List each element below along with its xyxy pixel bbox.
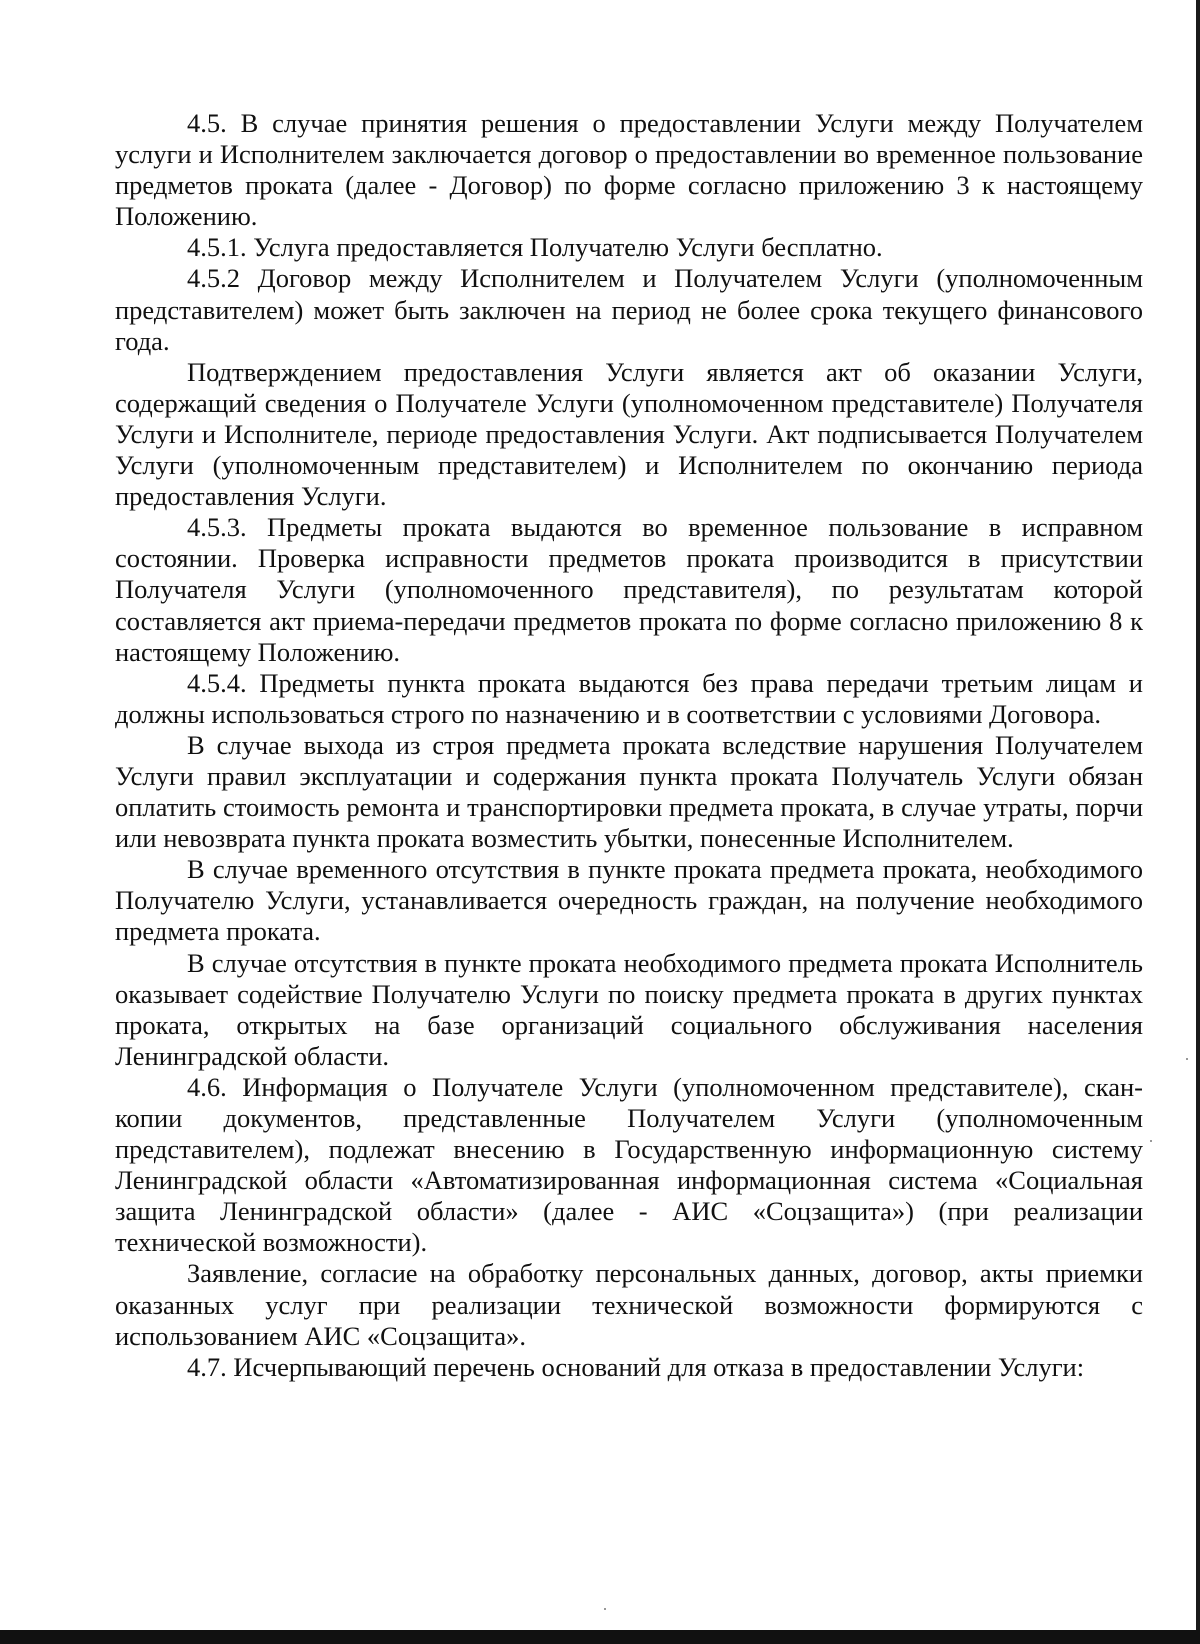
paragraph-act-confirmation: Подтверждением предоставления Услуги является акт об оказании Услуги, содержащий сведения о Получателе Услуги (уполномоченном представителе) Получателя Услуги и Исполнителе, периоде предоставления Услуги. Акт подписывается Получателем Услуги (уполномоченным представителем) и Исполнителем по окончанию периода предоставления Услуги. bbox=[115, 356, 1143, 512]
paragraph-application-forms: Заявление, согласие на обработку персональных данных, договор, акты приемки оказанных услуг при реализации технической возможности формируются с использованием АИС «Соцзащита». bbox=[115, 1258, 1143, 1351]
scan-bottom-edge bbox=[0, 1630, 1200, 1644]
scan-speck bbox=[604, 1608, 606, 1610]
scan-speck bbox=[1150, 1140, 1152, 1142]
paragraph-4-6: 4.6. Информация о Получателе Услуги (уполномоченном представителе), скан-копии документов, представленные Получателем Услуги (уполномоченным представителем), подлежат внесению в Государственную информационную систему Ленинградской области «Автоматизированная информационная система «Социальная защита Ленинградской области» (далее - АИС «Соцзащита») (при реализации технической возможности). bbox=[115, 1071, 1143, 1258]
scan-speck bbox=[1186, 1058, 1188, 1060]
paragraph-4-5-1: 4.5.1. Услуга предоставляется Получателю Услуги бесплатно. bbox=[187, 232, 883, 263]
paragraph-4-5: 4.5. В случае принятия решения о предоставлении Услуги между Получателем услуги и Исполнителем заключается договор о предоставлении во временное пользование предметов проката (далее - Договор) по форме согласно приложению 3 к настоящему Положению. bbox=[115, 108, 1143, 232]
paragraph-4-5-2: 4.5.2 Договор между Исполнителем и Получателем Услуги (уполномоченным представителем) может быть заключен на период не более срока текущего финансового года. bbox=[115, 263, 1143, 356]
paragraph-breakdown: В случае выхода из строя предмета проката вследствие нарушения Получателем Услуги правил эксплуатации и содержания пункта проката Получатель Услуги обязан оплатить стоимость ремонта и транспортировки предмета проката, в случае утраты, порчи или невозврата пункта проката возместить убытки, понесенные Исполнителем. bbox=[115, 729, 1143, 854]
paragraph-4-5-4: 4.5.4. Предметы пункта проката выдаются без права передачи третьим лицам и должны использоваться строго по назначению и в соответствии с условиями Договора. bbox=[115, 667, 1143, 729]
paragraph-absence-assistance: В случае отсутствия в пункте проката необходимого предмета проката Исполнитель оказывает содействие Получателю Услуги по поиску предмета проката в других пунктах проката, открытых на базе организаций социального обслуживания населения Ленинградской области. bbox=[115, 947, 1143, 1071]
document-page bbox=[115, 108, 1143, 1383]
paragraph-temporary-absence: В случае временного отсутствия в пункте проката предмета проката, необходимого Получателю Услуги, устанавливается очередность граждан, на получение необходимого предмета проката. bbox=[115, 854, 1143, 947]
scan-right-edge bbox=[1196, 0, 1200, 1644]
paragraph-4-7: 4.7. Исчерпывающий перечень оснований для отказа в предоставлении Услуги: bbox=[187, 1351, 1085, 1382]
paragraph-4-5-3: 4.5.3. Предметы проката выдаются во временное пользование в исправном состоянии. Проверка исправности предметов проката производится в присутствии Получателя Услуги (уполномоченного представителя), по результатам которой составляется акт приема-передачи предметов проката по форме согласно приложению 8 к настоящему Положению. bbox=[115, 512, 1143, 667]
